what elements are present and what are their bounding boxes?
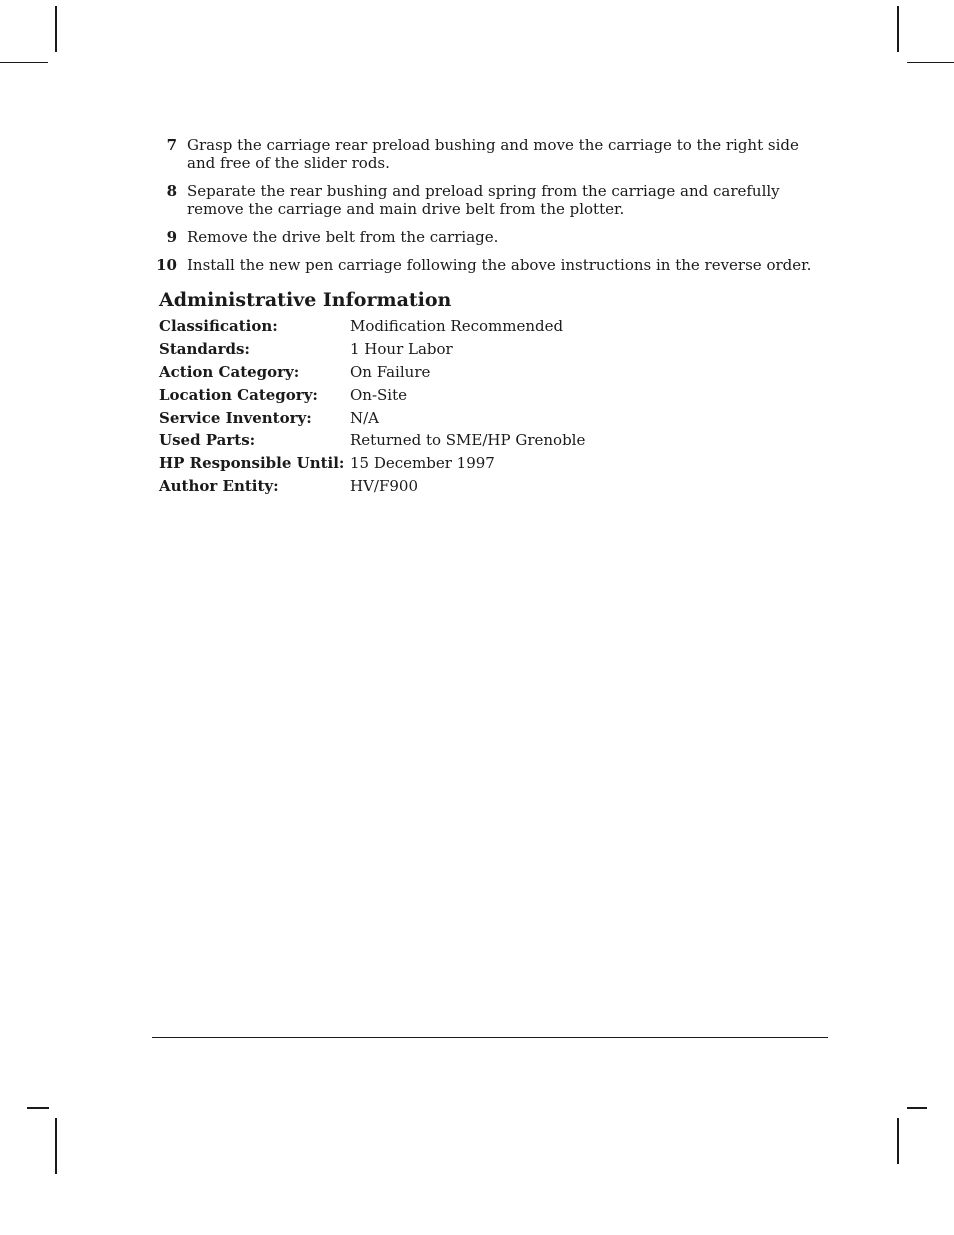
crop-mark-top-left-vertical [55,6,57,52]
admin-value: Modification Recommended [350,317,564,335]
step-text: Grasp the carriage rear preload bushing and move the carriage to the right side and free of the slider rods. [187,136,799,172]
admin-value: 1 Hour Labor [350,339,453,358]
admin-label: Location Category: [159,385,318,404]
admin-row-location-category [159,384,585,407]
admin-value: On Failure [350,362,431,381]
admin-row-action-category [159,361,585,384]
admin-row-hp-responsible-until [159,452,585,475]
footer-rule [152,1037,828,1038]
admin-info-table [159,315,585,498]
step-item [150,182,830,218]
step-item [150,228,830,246]
admin-row-author-entity [159,475,585,498]
admin-label: Service Inventory: [159,408,312,427]
step-text: Remove the drive belt from the carriage. [187,228,499,246]
crop-mark-top-right-horizontal [907,62,954,63]
crop-mark-bottom-right-horizontal [907,1107,927,1109]
admin-label: Author Entity: [159,477,279,496]
admin-value: On-Site [350,385,408,404]
admin-value: HV/F900 [350,477,419,496]
admin-label: Classification: [159,317,278,335]
crop-mark-top-right-vertical [897,6,899,52]
crop-mark-bottom-right-vertical [897,1118,899,1164]
admin-row-used-parts [159,429,585,452]
admin-label: Action Category: [159,362,300,381]
admin-label: Standards: [159,339,250,358]
admin-value: 15 December 1997 [350,454,495,473]
crop-mark-top-left-horizontal [0,62,48,63]
step-number: 10 [156,256,177,274]
step-text: Install the new pen carriage following the above instructions in the reverse order. [187,256,812,274]
step-item [150,256,830,274]
procedure-steps [150,136,830,284]
admin-value: Returned to SME/HP Grenoble [350,431,586,450]
step-number: 8 [166,182,177,200]
step-item [150,136,830,172]
step-text: Separate the rear bushing and preload spring from the carriage and carefully remove the carriage and main drive belt from the plotter. [187,182,780,218]
admin-label: Used Parts: [159,431,256,450]
admin-heading: Administrative Information [159,289,452,311]
crop-mark-bottom-left-vertical [55,1118,57,1174]
admin-row-classification [159,315,585,338]
admin-label: HP Responsible Until: [159,454,345,473]
admin-value: N/A [350,408,380,427]
crop-mark-bottom-left-horizontal [27,1107,49,1109]
admin-row-service-inventory [159,407,585,430]
step-number: 9 [166,228,177,246]
admin-row-standards [159,338,585,361]
step-number: 7 [166,136,177,154]
